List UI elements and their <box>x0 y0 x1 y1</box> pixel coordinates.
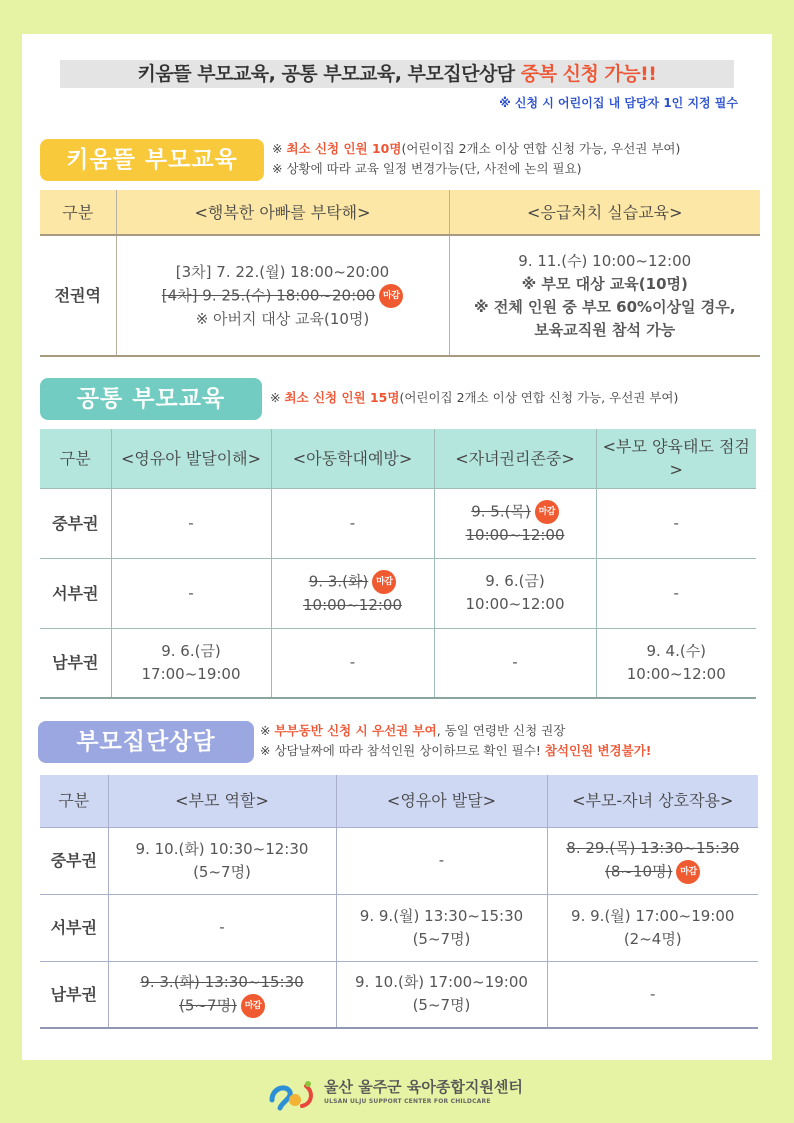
center-logo-icon <box>268 1078 318 1112</box>
section3-note-2: ※ 상담날짜에 따라 참석인원 상이하므로 확인 필수! 참석인원 변경불가! <box>260 743 652 758</box>
section1-notes <box>272 139 680 179</box>
table-header: <응급처치 실습교육> <box>449 190 760 235</box>
required-note: ※ 신청 시 어린이집 내 담당자 1인 지정 필수 <box>499 96 738 110</box>
section3-note-1: ※ 부부동반 신청 시 우선권 부여, 동일 연령반 신청 권장 <box>260 723 566 738</box>
table-header: <부모 역할> <box>108 775 336 827</box>
center-name-english: ULSAN ULJU SUPPORT CENTER FOR CHILDCARE <box>324 1098 491 1105</box>
table-header: <영유아 발달> <box>336 775 547 827</box>
section-badge-kiumtteul: 키움뜰 부모교육 <box>40 139 264 181</box>
section1-note-2: ※ 상황에 따라 교육 일정 변경가능(단, 사전에 논의 필요) <box>272 161 582 176</box>
closed-badge: 마감 <box>241 994 265 1018</box>
center-name: 울산 울주군 육아종합지원센터 <box>324 1078 523 1096</box>
table-header: <부모-자녀 상호작용> <box>547 775 758 827</box>
table-header: 구분 <box>40 775 108 827</box>
table-cell: 9. 6.(금) 10:00~12:00 <box>434 558 596 628</box>
table-cell: 9. 6.(금) 17:00~19:00 <box>111 628 271 698</box>
group-counseling-table <box>40 775 758 1029</box>
section-badge-group-counseling: 부모집단상담 <box>38 721 254 763</box>
table-cell: 9. 5.(목) 마감 10:00~12:00 <box>434 488 596 558</box>
table-row: 남부권 9. 6.(금) 17:00~19:00 - - 9. 4.(수) 10:00~12:00 <box>40 628 756 698</box>
row-label: 전권역 <box>40 235 116 356</box>
closed-badge: 마감 <box>676 860 700 884</box>
closed-badge: 마감 <box>379 284 403 308</box>
table-cell: [3차] 7. 22.(월) 18:00~20:00 [4차] 9. 25.(수) 18:00~20:00 마감 ※ 아버지 대상 교육(10명) <box>116 235 449 356</box>
table-row: 서부권 - 9. 3.(화) 마감 10:00~12:00 9. 6.(금) 10:00~12:00 - <box>40 558 756 628</box>
kiumtteul-schedule-table <box>40 190 760 357</box>
table-header: 구분 <box>40 429 111 488</box>
table-header: <자녀권리존중> <box>434 429 596 488</box>
section1-note-1: ※ 최소 신청 인원 10명(어린이집 2개소 이상 연합 신청 가능, 우선권 부여) <box>272 141 681 156</box>
section-badge-common: 공통 부모교육 <box>40 378 262 420</box>
table-header: <행복한 아빠를 부탁해> <box>116 190 449 235</box>
common-schedule-table <box>40 429 756 699</box>
table-cell: 9. 3.(화) 마감 10:00~12:00 <box>271 558 434 628</box>
table-cell: 9. 9.(월) 17:00~19:00 (2~4명) <box>547 894 758 961</box>
table-cell: 9. 9.(월) 13:30~15:30 (5~7명) <box>336 894 547 961</box>
table-row: 중부권 9. 10.(화) 10:30~12:30 (5~7명) - 8. 29.(목) 13:30~15:30 (8~10명) 마감 <box>40 827 758 894</box>
page-title-main: 키움뜰 부모교육, 공통 부모교육, 부모집단상담 <box>137 63 521 85</box>
closed-badge: 마감 <box>372 570 396 594</box>
table-cell: 9. 4.(수) 10:00~12:00 <box>596 628 756 698</box>
closed-badge: 마감 <box>535 500 559 524</box>
section3-notes <box>260 721 651 761</box>
table-cell: 9. 10.(화) 17:00~19:00 (5~7명) <box>336 961 547 1028</box>
table-cell: 9. 11.(수) 10:00~12:00 ※ 부모 대상 교육(10명) ※ 전체 인원 중 부모 60%이상일 경우, 보육교직원 참석 가능 <box>449 235 760 356</box>
closed-session: [4차] 9. 25.(수) 18:00~20:00 <box>161 286 376 304</box>
table-row: 남부권 9. 3.(화) 13:30~15:30 (5~7명) 마감 9. 10.(화) 17:00~19:00 (5~7명) - <box>40 961 758 1028</box>
table-header: 구분 <box>40 190 116 235</box>
table-cell: 8. 29.(목) 13:30~15:30 (8~10명) 마감 <box>547 827 758 894</box>
table-header: <부모 양육태도 점검> <box>596 429 756 488</box>
section2-note: ※ 최소 신청 인원 15명(어린이집 2개소 이상 연합 신청 가능, 우선권 부여) <box>270 390 679 405</box>
table-header: <영유아 발달이해> <box>111 429 271 488</box>
table-row: 서부권 - 9. 9.(월) 13:30~15:30 (5~7명) 9. 9.(월) 17:00~19:00 (2~4명) <box>40 894 758 961</box>
page-title <box>60 60 734 88</box>
table-cell: 9. 10.(화) 10:30~12:30 (5~7명) <box>108 827 336 894</box>
page-title-highlight: 중복 신청 가능!! <box>520 63 657 85</box>
table-cell: 9. 3.(화) 13:30~15:30 (5~7명) 마감 <box>108 961 336 1028</box>
table-header: <아동학대예방> <box>271 429 434 488</box>
table-row: 중부권 - - 9. 5.(목) 마감 10:00~12:00 - <box>40 488 756 558</box>
